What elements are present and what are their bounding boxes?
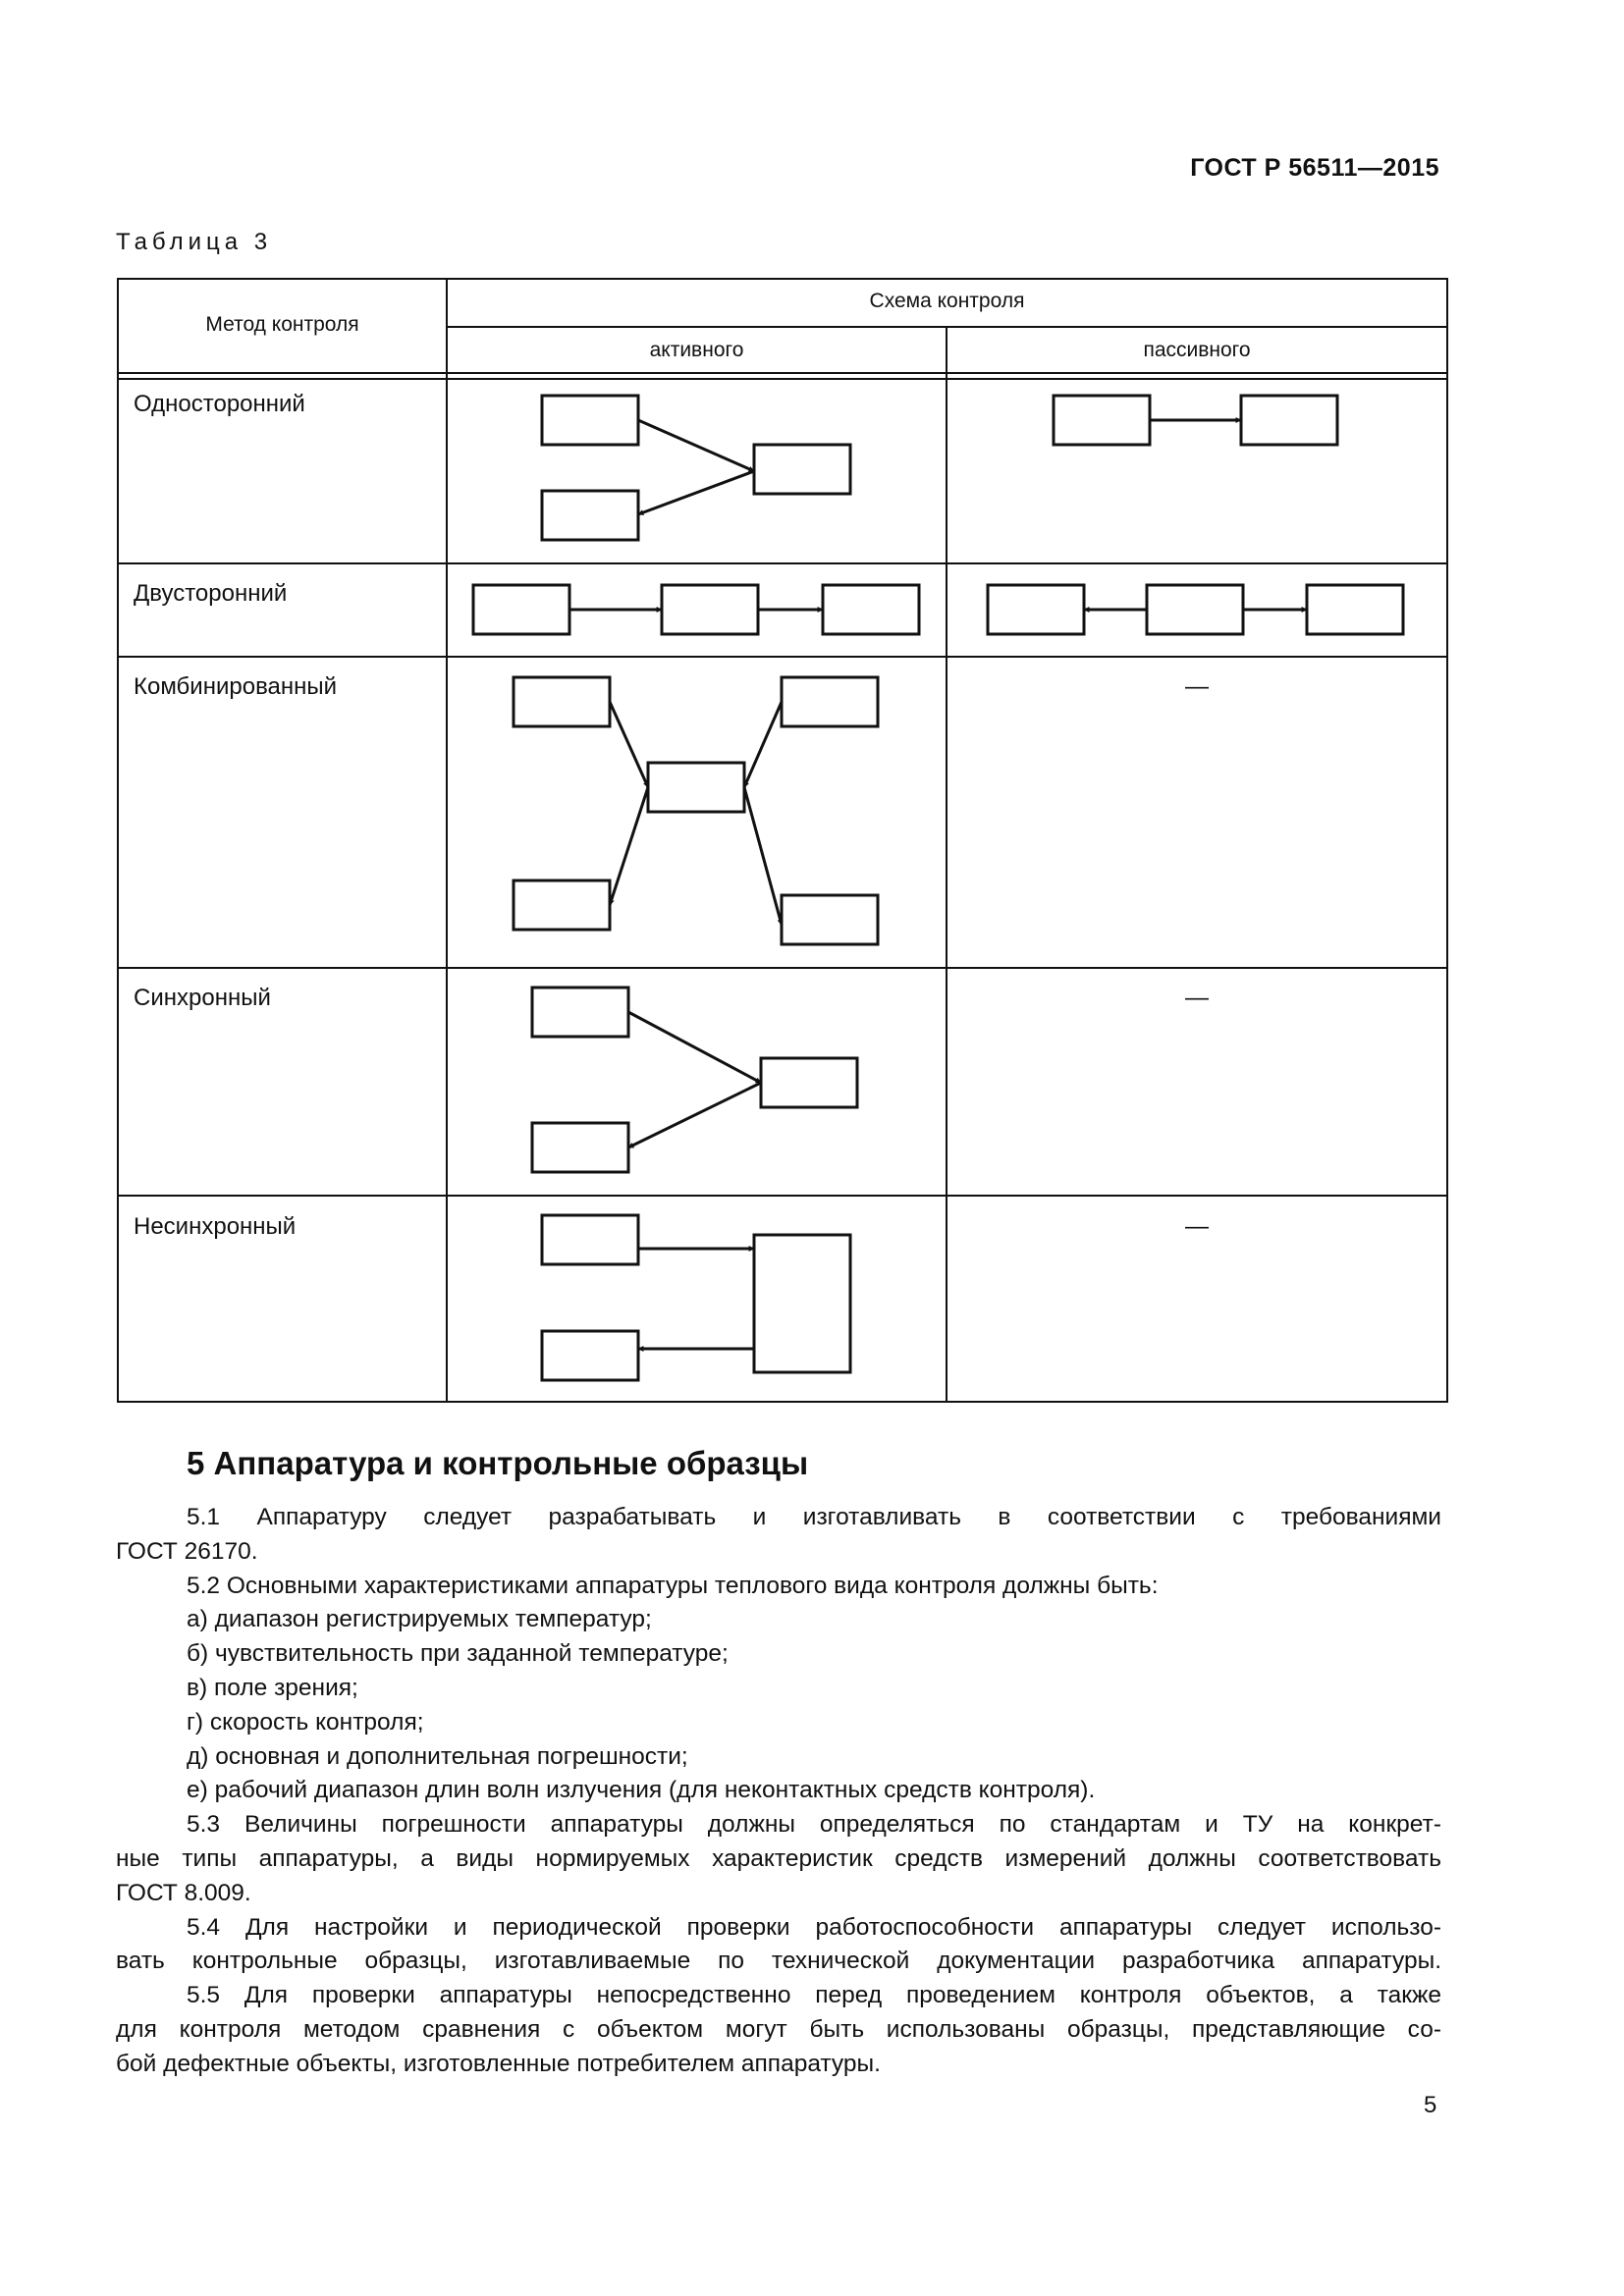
diagram-box [1241, 396, 1337, 445]
row-method-label: Комбинированный [134, 673, 338, 700]
list-item: д) основная и дополнительная погрешности; [187, 1742, 688, 1770]
diagram-box [761, 1058, 857, 1107]
diagram-box [542, 1331, 638, 1380]
diagram-box [1147, 585, 1243, 634]
col-header-active: активного [649, 339, 744, 361]
paragraph: 5.5 Для проверки аппаратуры непосредственно перед проведением контроля объектов, а также [187, 1982, 1441, 2009]
diagram-box [988, 585, 1084, 634]
diagram-box [782, 895, 878, 944]
diagram-arrow [610, 787, 648, 905]
list-item: а) диапазон регистрируемых температур; [187, 1606, 652, 1633]
diagram-box [514, 677, 610, 726]
diagram-box [1307, 585, 1403, 634]
diagram-box [542, 1215, 638, 1264]
diagram-arrow [638, 420, 754, 471]
row-method-label: Двусторонний [134, 580, 288, 607]
paragraph: 5.2 Основными характеристиками аппаратуры теплового вида контроля должны быть: [187, 1572, 1159, 1599]
col-header-passive: пассивного [1143, 339, 1251, 361]
diagram-box [542, 491, 638, 540]
diagram-box [782, 677, 878, 726]
table-caption: Таблица 3 [116, 229, 273, 255]
diagram-arrow [610, 702, 648, 787]
diagram-box [532, 988, 628, 1037]
section-body [116, 1501, 1441, 2082]
diagram-box [823, 585, 919, 634]
diagram-arrow [744, 787, 782, 925]
list-item: б) чувствительность при заданной температуре; [187, 1640, 729, 1668]
page-number: 5 [1424, 2092, 1437, 2118]
diagram-box [754, 1235, 850, 1372]
document-header: ГОСТ Р 56511—2015 [1190, 154, 1439, 182]
diagram-arrow [628, 1083, 761, 1148]
list-item: г) скорость контроля; [187, 1708, 424, 1735]
section-title: 5 Аппаратура и контрольные образцы [187, 1445, 809, 1481]
diagram-arrow [638, 471, 754, 514]
paragraph: 5.3 Величины погрешности аппаратуры должны определяться по стандартам и ТУ на конкрет- [187, 1811, 1441, 1839]
diagram-arrow [628, 1012, 761, 1083]
diagram-box [1054, 396, 1150, 445]
diagram-box [754, 445, 850, 494]
paragraph: вать контрольные образцы, изготавливаемые по технической документации разработчика аппаратуры. [116, 1948, 1441, 1975]
row-method-label: Синхронный [134, 985, 271, 1011]
row-method-label: Односторонний [134, 391, 305, 417]
list-item: е) рабочий диапазон длин волн излучения (для неконтактных средств контроля). [187, 1777, 1096, 1804]
paragraph: ные типы аппаратуры, а виды нормируемых характеристик средств измерений должны соответствовать [116, 1844, 1441, 1872]
diagram-box [514, 881, 610, 930]
diagram-box [542, 396, 638, 445]
diagram-box [532, 1123, 628, 1172]
row-method-label: Несинхронный [134, 1213, 297, 1240]
diagram-box [662, 585, 758, 634]
list-item: в) поле зрения; [187, 1674, 358, 1701]
paragraph: 5.1 Аппаратуру следует разрабатывать и изготавливать в соответствии с требованиями [187, 1504, 1441, 1530]
row-passive-value: — [1185, 1213, 1209, 1240]
paragraph: для контроля методом сравнения с объектом могут быть использованы образцы, представляющие со- [116, 2015, 1441, 2043]
diagram-arrow [744, 702, 782, 787]
col-header-method: Метод контроля [205, 313, 359, 336]
paragraph: бой дефектные объекты, изготовленные потребителем аппаратуры. [116, 2050, 881, 2077]
diagram-box [473, 585, 569, 634]
paragraph: 5.4 Для настройки и периодической проверки работоспособности аппаратуры следует использо- [187, 1913, 1441, 1941]
col-header-scheme: Схема контроля [869, 290, 1025, 312]
row-passive-value: — [1185, 673, 1209, 700]
diagram-box [648, 763, 744, 812]
paragraph: ГОСТ 8.009. [116, 1879, 251, 1906]
paragraph: ГОСТ 26170. [116, 1537, 258, 1565]
row-passive-value: — [1185, 985, 1209, 1011]
